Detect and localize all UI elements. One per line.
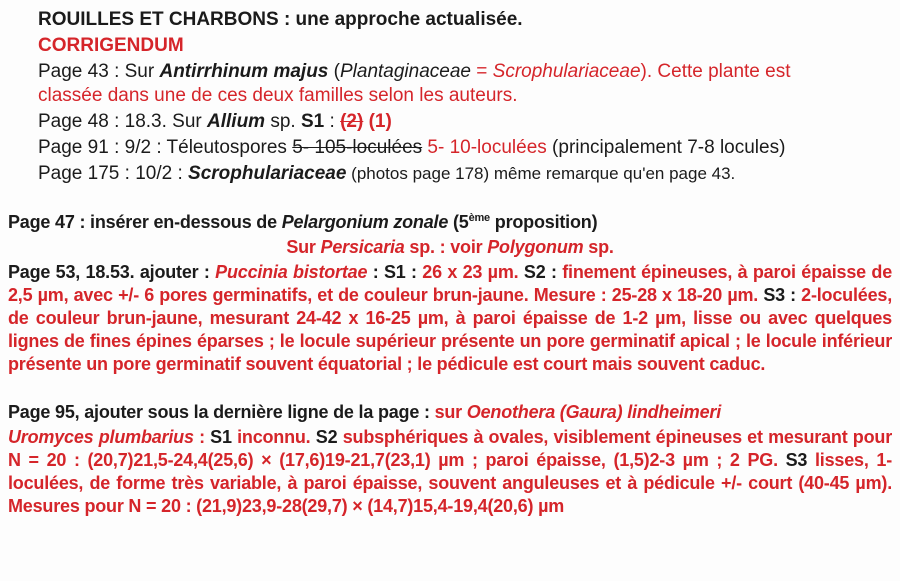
uromyces-s3-value: lisses, 1-loculées, de forme très variable, à paroi épaisse, souvent anguleuses et à pédicule +/- court (40-45 µm). Mesures pour N = 20 : (21,9)23,9-28(29,7) × (14,7)15,4-19,4(20,6) µm	[8, 450, 892, 516]
uromyces-species-name: Uromyces plumbarius	[8, 427, 194, 447]
p47-prefix: Page 47 : insérer en-dessous de	[8, 212, 282, 232]
p53-s2-value: finement épineuses, à paroi épaisse de 2,5 µm, avec +/- 6 pores germinatifs, et de couleur brun-jaune. Mesure : 25-28 x 18-20 µm.	[8, 262, 893, 305]
p47-rest: proposition)	[489, 212, 598, 232]
uromyces-description	[8, 426, 892, 518]
persicaria-s5: sp.	[583, 237, 614, 257]
p47-species-name: Pelargonium zonale	[281, 212, 449, 232]
uromyces-s2-value: subsphériques à ovales, visiblement épineuses et mesurant pour N = 20 : (20,7)21,5-24,4(25,6) × (17,6)19-21,7(23,1) µm ; paroi épaisse, (1,5)2-3 µm ; 2 PG.	[8, 427, 892, 470]
p95-sur: sur	[434, 402, 467, 422]
p175-prefix: Page 175 : 10/2 :	[38, 163, 189, 184]
p53-s3-value: 2-loculées, de couleur brun-jaune, mesurant 24-42 x 16-25 µm, à paroi épaisse de 1-2 µm, lisse ou avec quelques lignes de fines épines éparses ; le locule supérieur présente un pore germinatif apical ; le locule inférieur présente un pore germinatif souvent équatorial ; le pédicule est court mais souvent caduc.	[8, 285, 892, 374]
p53-s2-label: S2 :	[523, 262, 563, 282]
persicaria-genus-1: Persicaria	[320, 237, 405, 257]
p53-species-name: Puccinia bistortae	[215, 262, 368, 282]
persicaria-note	[8, 236, 892, 259]
p95-prefix: Page 95, ajouter sous la dernière ligne de la page :	[8, 402, 435, 422]
correction-page-175	[38, 162, 856, 186]
addition-page-95-heading	[8, 401, 892, 424]
insertion-page-47	[8, 211, 892, 234]
corrigendum-list	[0, 0, 900, 186]
p47-open: (5	[448, 212, 469, 232]
p53-s1-label: : S1 :	[367, 262, 423, 282]
p175-note: (photos page 178) même remarque qu'en page 43.	[346, 164, 736, 183]
p91-old-value: 5- 105-loculées	[292, 137, 423, 158]
p91-note: (principalement 7-8 locules)	[546, 137, 786, 158]
correction-page-48	[38, 110, 856, 134]
p43-family-old: Plantaginaceae	[339, 61, 471, 82]
addition-page-53	[8, 261, 892, 376]
correction-page-91	[38, 136, 856, 160]
p48-prefix: Page 48 : 18.3. Sur	[38, 111, 208, 132]
p48-old-value: (2)	[340, 111, 364, 132]
persicaria-s3: sp. : voir	[404, 237, 488, 257]
corrigendum-heading: CORRIGENDUM	[38, 35, 184, 56]
p43-species-name: Antirrhinum majus	[159, 61, 329, 82]
p53-s1-value: 26 x 23 µm.	[422, 262, 524, 282]
p95-species-name: Oenothera (Gaura) lindheimeri	[466, 402, 722, 422]
p43-equals: =	[470, 61, 493, 82]
p48-new-value: (1)	[363, 111, 392, 132]
uromyces-s2-label: S2	[315, 427, 338, 447]
persicaria-s1: Sur	[286, 237, 321, 257]
p43-note: ). Cette plante est classée dans une de ces deux familles selon les auteurs.	[38, 61, 791, 106]
p43-prefix: Page 43 : Sur	[38, 61, 160, 82]
uromyces-s1-value: inconnu.	[231, 427, 316, 447]
p48-stage-label: S1	[300, 111, 325, 132]
p53-s3-label: S3 :	[763, 285, 802, 305]
p43-family-new: Scrophulariaceae	[492, 61, 641, 82]
p47-ordinal-suffix: ème	[468, 212, 490, 224]
p48-colon: :	[324, 111, 341, 132]
document-title: ROUILLES ET CHARBONS : une approche actualisée.	[38, 9, 523, 30]
p91-prefix: Page 91 : 9/2 : Téleutospores	[38, 137, 293, 158]
correction-page-43	[38, 60, 856, 108]
p53-intro: Page 53, 18.53. ajouter :	[8, 262, 216, 282]
p48-sp: sp.	[265, 111, 301, 132]
p175-family-name: Scrophulariaceae	[188, 163, 347, 184]
uromyces-s1-label: S1	[210, 427, 232, 447]
additions-section	[0, 211, 900, 518]
p91-new-value: 5- 10-loculées	[422, 137, 547, 158]
persicaria-genus-2: Polygonum	[487, 237, 584, 257]
uromyces-colon: :	[193, 427, 211, 447]
p43-open-paren: (	[328, 61, 340, 82]
p48-genus-name: Allium	[207, 111, 266, 132]
uromyces-s3-label: S3	[785, 450, 808, 470]
